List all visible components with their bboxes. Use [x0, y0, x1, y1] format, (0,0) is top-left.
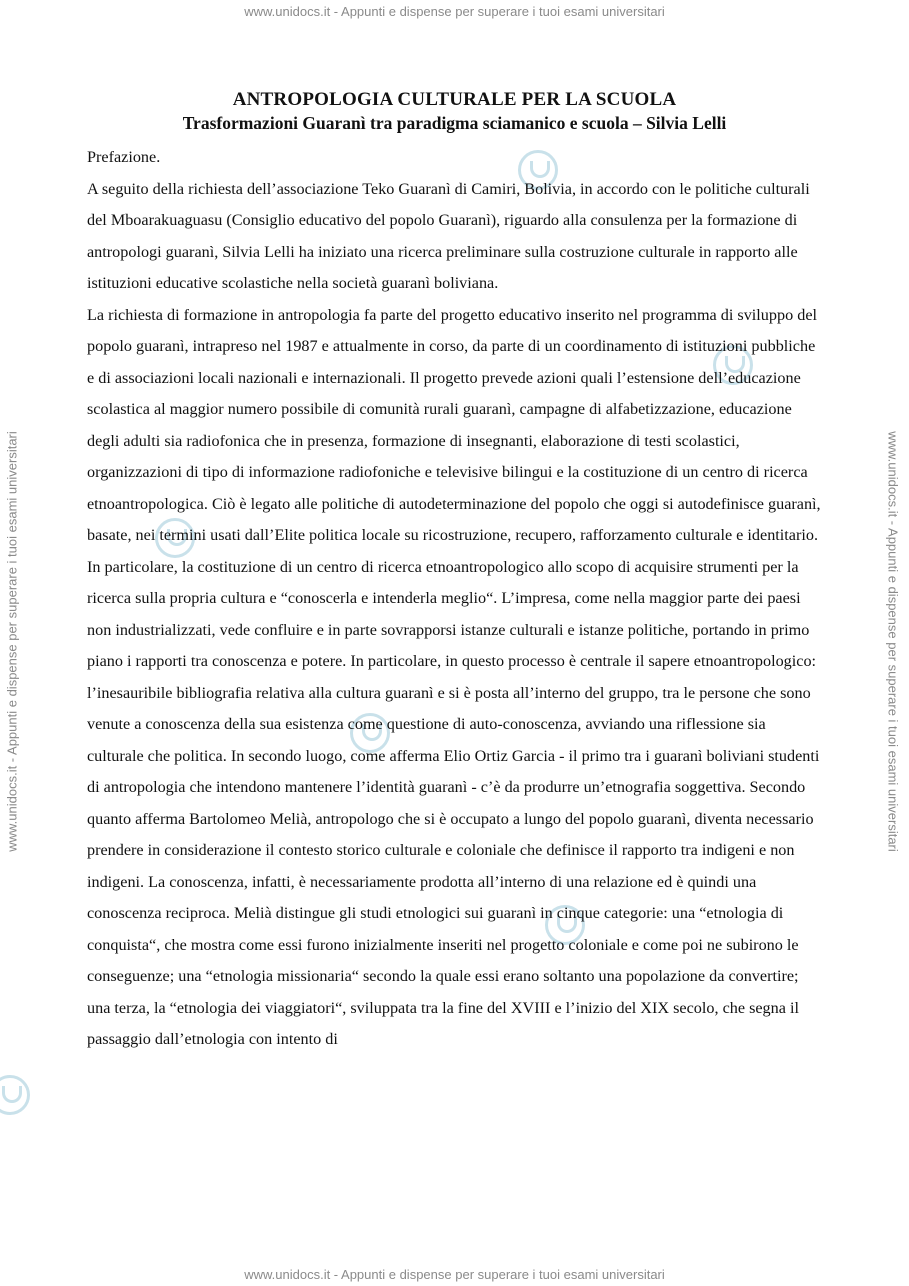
paragraph: La richiesta di formazione in antropologia fa parte del progetto educativo inserito nel programma di sviluppo del popolo guaranì, intrapreso nel 1987 e attualmente in corso, da parte di un coordinamento di istituzioni pubbliche e di associazioni locali nazionali e internazionali. Il progetto prevede azioni quali l’estensione dell’educazione scolastica al maggior numero possibile di comunità rurali guaranì, campagne di alfabetizzazione, educazione degli adulti sia radiofonica che in presenza, formazione di insegnanti, elaborazione di testi scolastici, organizzazioni di tipo di informazione radiofoniche e televisive bilingui e la costituzione di un centro di ricerca etnoantropologica. Ciò è legato alle politiche di autodeterminazione del popolo che oggi si autodefinisce guaranì, basate, nei termini usati dall’Elite politica locale su ricostruzione, recupero, rafforzamento culturale e identitario. In particolare, la costituzione di un centro di ricerca etnoantropologico allo scopo di acquisire strumenti per la ricerca sulla propria cultura e “conoscerla e intenderla meglio“. L’impresa, come nella maggior parte dei paesi non industrializzati, vede confluire e in parte sovrapporsi istanze culturali e istanze politiche, portando in primo piano i rapporti tra conoscenza e potere. In particolare, in questo processo è centrale il sapere etnoantropologico: l’inesauribile bibliografia relativa alla cultura guaranì e si è posta all’interno del gruppo, tra le persone che sono venute a conoscenza della sua esistenza come questione di auto-conoscenza, avviando una riflessione sia culturale che politica. In secondo luogo, come afferma Elio Ortiz Garcia - il primo tra i guaranì boliviani studenti di antropologia che intendono mantenere l’identità guaranì - c’è da produrre un’etnografia soggettiva. Secondo quanto afferma Bartolomeo Melià, antropologo che si è occupato a lungo del popolo guaranì, diventa necessario prendere in considerazione il contesto storico culturale e coloniale che definisce il rapporto tra indigeni e non indigeni. La conoscenza, infatti, è necessariamente prodotta all’interno di una relazione ed è quindi una conoscenza reciproca. Melià distingue gli studi etnologici sui guaranì in cinque categorie: una “etnologia di conquista“, che mostra come essi furono inizialmente inseriti nel progetto coloniale e come poi ne subirono le conseguenze; una “etnologia missionaria“ secondo la quale essi erano soltanto una popolazione da convertire; una terza, la “etnologia dei viaggiatori“, sviluppata tra la fine del XVIII e l’inizio del XIX secolo, che segna il passaggio dall’etnologia con intento di	[87, 305, 821, 1048]
watermark-bottom: www.unidocs.it - Appunti e dispense per superare i tuoi esami universitari	[244, 1267, 665, 1282]
unidocs-logo-icon	[0, 1075, 30, 1115]
watermark-left: www.unidocs.it - Appunti e dispense per superare i tuoi esami universitari	[4, 431, 20, 852]
document-title: ANTROPOLOGIA CULTURALE PER LA SCUOLA	[232, 89, 677, 110]
document-page	[87, 88, 822, 1056]
section-label: Prefazione.	[87, 148, 161, 166]
paragraph: A seguito della richiesta dell’associazione Teko Guaranì di Camiri, Bolivia, in accordo con le politiche culturali del Mboarakuaguasu (Consiglio educativo del popolo Guaranì), riguardo alla consulenza per la formazione di antropologi guaranì, Silvia Lelli ha iniziato una ricerca preliminare sulla costruzione culturale in rapporto alle istituzioni educative scolastiche nella società guaranì boliviana.	[87, 179, 810, 292]
document-subtitle: Trasformazioni Guaranì tra paradigma sciamanico e scuola – Silvia Lelli	[182, 113, 727, 133]
watermark-top: www.unidocs.it - Appunti e dispense per superare i tuoi esami universitari	[244, 4, 665, 19]
watermark-right: www.unidocs.it - Appunti e dispense per superare i tuoi esami universitari	[885, 431, 901, 852]
